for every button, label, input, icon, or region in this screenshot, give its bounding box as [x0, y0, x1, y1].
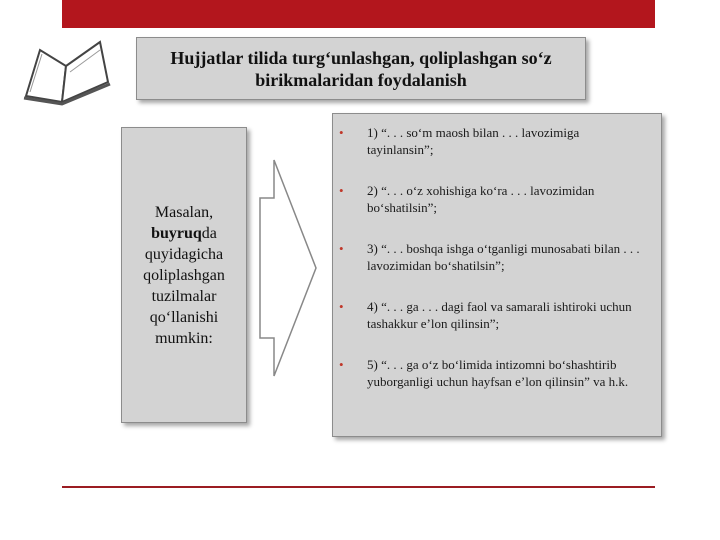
- list-item-text: 5) “. . . ga o‘z bo‘limida intizomni bo‘shashtirib yuborganligi uchun hayfsan e’lon qilinsin” va h.k.: [367, 357, 629, 389]
- bullet-icon: •: [339, 241, 344, 256]
- bullet-icon: •: [339, 357, 344, 372]
- right-arrow-icon: [258, 158, 318, 378]
- bullet-icon: •: [339, 183, 344, 198]
- intro-line-6: qo‘llanishi: [149, 308, 219, 326]
- intro-keyword-suffix: da: [201, 224, 217, 242]
- bottom-divider-line: [62, 486, 655, 488]
- list-item-text: 3) “. . . boshqa ishga o‘tganligi munosabati bilan . . . lavozimidan bo‘shatilsin”;: [367, 241, 640, 273]
- open-book-icon: [18, 36, 114, 106]
- list-item-text: 1) “. . . so‘m maosh bilan . . . lavozimiga tayinlansin”;: [367, 125, 580, 157]
- intro-line-5: tuzilmalar: [151, 287, 217, 305]
- slide-title: [136, 37, 586, 100]
- list-item-text: 4) “. . . ga . . . dagi faol va samarali ishtiroki uchun tashakkur e’lon qilinsin”;: [367, 299, 632, 331]
- list-item: [339, 356, 645, 390]
- intro-line-4: qoliplashgan: [143, 266, 225, 284]
- phrase-list-box: [332, 113, 662, 437]
- title-line-2: birikmalaridan foydalanish: [255, 69, 467, 90]
- intro-line-7: mumkin:: [155, 329, 213, 347]
- bullet-icon: •: [339, 125, 344, 140]
- title-line-1: Hujjatlar tilida turg‘unlashgan, qoliplashgan so‘z: [170, 47, 552, 68]
- top-accent-bar: [62, 0, 655, 28]
- list-item: [339, 298, 645, 332]
- list-item: [339, 240, 645, 274]
- intro-line-3: quyidagicha: [144, 245, 224, 263]
- intro-line-1: Masalan,: [154, 203, 214, 221]
- list-item-text: 2) “. . . o‘z xohishiga ko‘ra . . . lavozimidan bo‘shatilsin”;: [367, 183, 595, 215]
- example-intro-box: [121, 127, 247, 423]
- intro-keyword: buyruq: [151, 224, 202, 242]
- list-item: [339, 124, 645, 158]
- bullet-icon: •: [339, 299, 344, 314]
- list-item: [339, 182, 645, 216]
